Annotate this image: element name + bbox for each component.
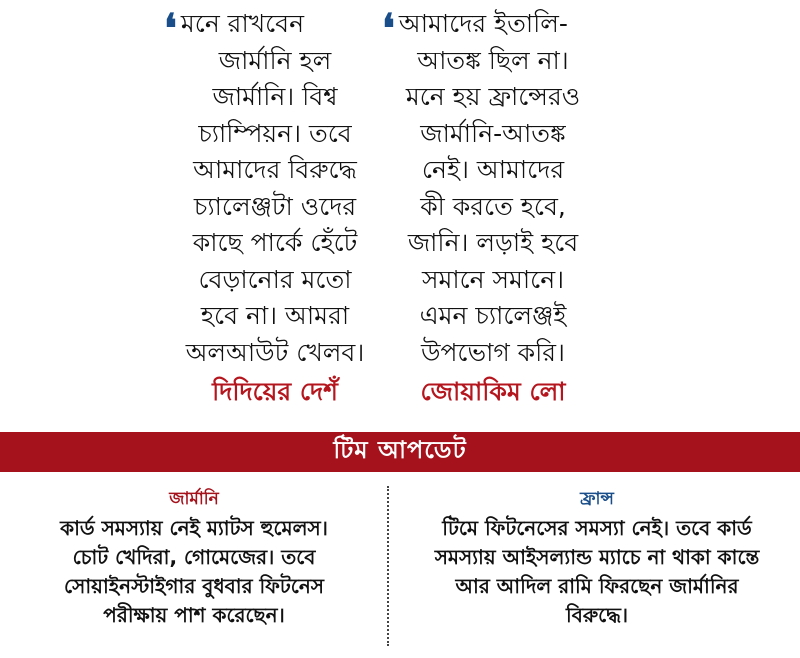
- team-note-line: সোয়াইনস্টাইগার বুধবার ফিটনেস: [64, 574, 324, 598]
- quote-line: নেই। আমাদের: [421, 155, 565, 184]
- quote-line: বেড়ানোর মতো: [198, 264, 352, 294]
- quote-line: সমানে সমানে।: [421, 264, 565, 294]
- quote-mark-icon: ❛: [382, 5, 395, 52]
- quote-author: দিদিয়ের দেশঁ: [212, 377, 338, 406]
- team-note-line: পরীক্ষায় পাশ করেছেন।: [103, 603, 285, 627]
- quote-line: জার্মানি হল: [218, 45, 332, 75]
- team-note-line: চোট খেদিরা, গোমেজের। তবে: [72, 545, 316, 569]
- quote-author: জোয়াকিম লো: [420, 377, 566, 406]
- team-germany: [14, 484, 374, 630]
- quote-line: জানি। লড়াই হবে: [407, 228, 579, 257]
- quote-line: কাছে পার্কে হেঁটে: [192, 228, 358, 257]
- quote-line: আতঙ্ক ছিল না।: [417, 45, 569, 75]
- banner-title: টিম আপডেট: [333, 436, 467, 464]
- quote-line: চ্যালেঞ্জটা ওদের: [193, 191, 357, 221]
- quote-low: [378, 6, 608, 413]
- quote-line: অলআউট খেলব।: [185, 337, 365, 367]
- team-name: জার্মানি: [169, 489, 219, 509]
- quote-deschamps: [160, 6, 390, 413]
- team-note-line: টিমে ফিটনেসের সমস্যা নেই। তবে কার্ড: [442, 516, 752, 540]
- quote-line: চ্যাম্পিয়ন। তবে: [198, 118, 352, 148]
- quote-line: জার্মানি-আতঙ্ক: [420, 118, 566, 148]
- team-update-banner: [0, 432, 800, 472]
- team-note-line: বিরুদ্ধে।: [565, 603, 629, 627]
- column-divider: [387, 486, 389, 646]
- quote-line: আমাদের বিরুদ্ধে: [193, 155, 357, 184]
- quote-line: কী করতে হবে,: [420, 191, 566, 221]
- quote-mark-icon: ❛: [164, 5, 177, 52]
- team-note-line: কার্ড সমস্যায় নেই ম্যাটস হুমেলস।: [60, 516, 328, 540]
- team-note-line: সমস্যায় আইসল্যান্ড ম্যাচে না থাকা কান্তে: [434, 545, 760, 569]
- quote-line: জার্মানি। বিশ্ব: [212, 82, 338, 111]
- quote-line: হবে না। আমরা: [200, 301, 350, 330]
- quote-line: উপভোগ করি।: [420, 337, 566, 367]
- team-note-line: আর আদিল রামি ফিরছেন জার্মানির: [455, 574, 739, 598]
- quote-line: মনে রাখবেন: [180, 9, 304, 38]
- quote-line: আমাদের ইতালি-: [398, 9, 568, 38]
- team-name: ফ্রান্স: [580, 489, 614, 509]
- team-france: [402, 484, 792, 630]
- quote-line: মনে হয় ফ্রান্সেরও: [405, 82, 581, 111]
- quote-line: এমন চ্যালেঞ্জই: [419, 301, 567, 330]
